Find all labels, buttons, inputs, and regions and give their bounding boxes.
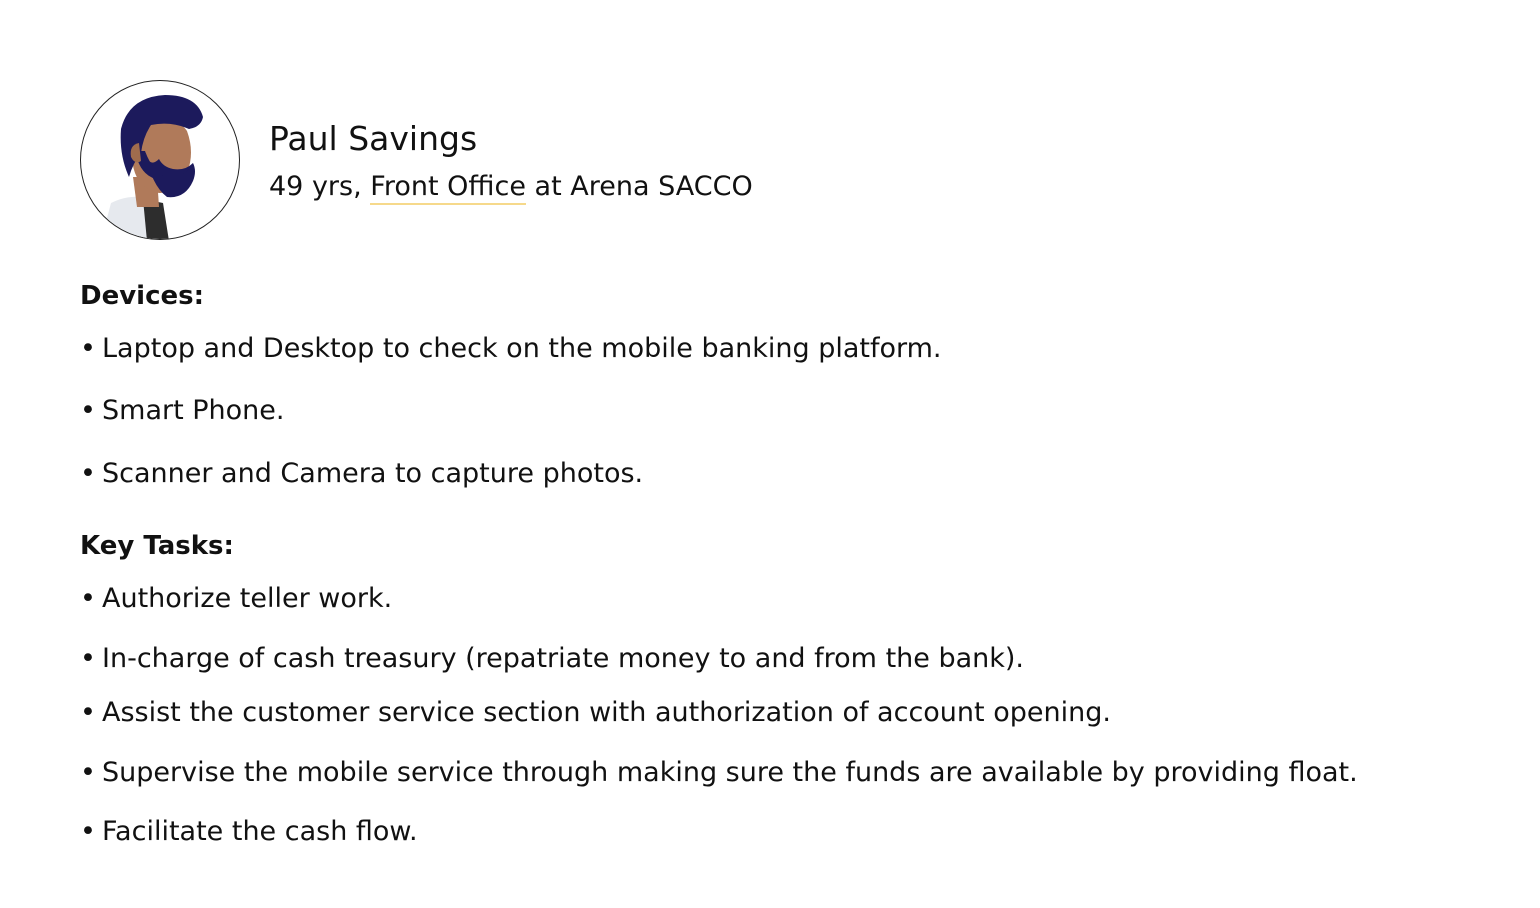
devices-heading: Devices: bbox=[80, 281, 204, 311]
task-item-text: Supervise the mobile service through making sure the funds are available by providing float. bbox=[102, 757, 1358, 788]
bullet: • bbox=[80, 643, 96, 674]
list-item bbox=[80, 754, 1358, 792]
task-item-text: Authorize teller work. bbox=[102, 583, 393, 614]
persona-role: Front Office bbox=[370, 171, 526, 205]
task-item-text: Assist the customer service section with authorization of account opening. bbox=[102, 697, 1111, 728]
persona-age: 49 yrs, bbox=[269, 171, 362, 202]
bullet: • bbox=[80, 697, 96, 728]
device-item-text: Laptop and Desktop to check on the mobile banking platform. bbox=[102, 333, 942, 364]
avatar bbox=[80, 80, 240, 240]
bullet: • bbox=[80, 816, 96, 847]
task-item-text: Facilitate the cash flow. bbox=[102, 816, 418, 847]
bullet: • bbox=[80, 583, 96, 614]
list-item bbox=[80, 580, 392, 618]
device-item-text: Scanner and Camera to capture photos. bbox=[102, 458, 644, 489]
list-item bbox=[80, 813, 418, 851]
bearded-man-avatar-icon bbox=[81, 81, 240, 240]
list-item bbox=[80, 392, 284, 430]
bullet: • bbox=[80, 395, 96, 426]
device-item-text: Smart Phone. bbox=[102, 395, 285, 426]
list-item bbox=[80, 640, 1024, 678]
list-item bbox=[80, 330, 942, 368]
list-item bbox=[80, 455, 643, 493]
persona-org-prefix: at bbox=[534, 171, 562, 202]
bullet: • bbox=[80, 458, 96, 489]
key-tasks-heading: Key Tasks: bbox=[80, 531, 234, 561]
persona-details bbox=[269, 168, 753, 206]
persona-organization: Arena SACCO bbox=[570, 171, 753, 202]
list-item bbox=[80, 694, 1111, 732]
bullet: • bbox=[80, 757, 96, 788]
bullet: • bbox=[80, 333, 96, 364]
task-item-text: In-charge of cash treasury (repatriate money to and from the bank). bbox=[102, 643, 1025, 674]
persona-name: Paul Savings bbox=[269, 119, 478, 158]
